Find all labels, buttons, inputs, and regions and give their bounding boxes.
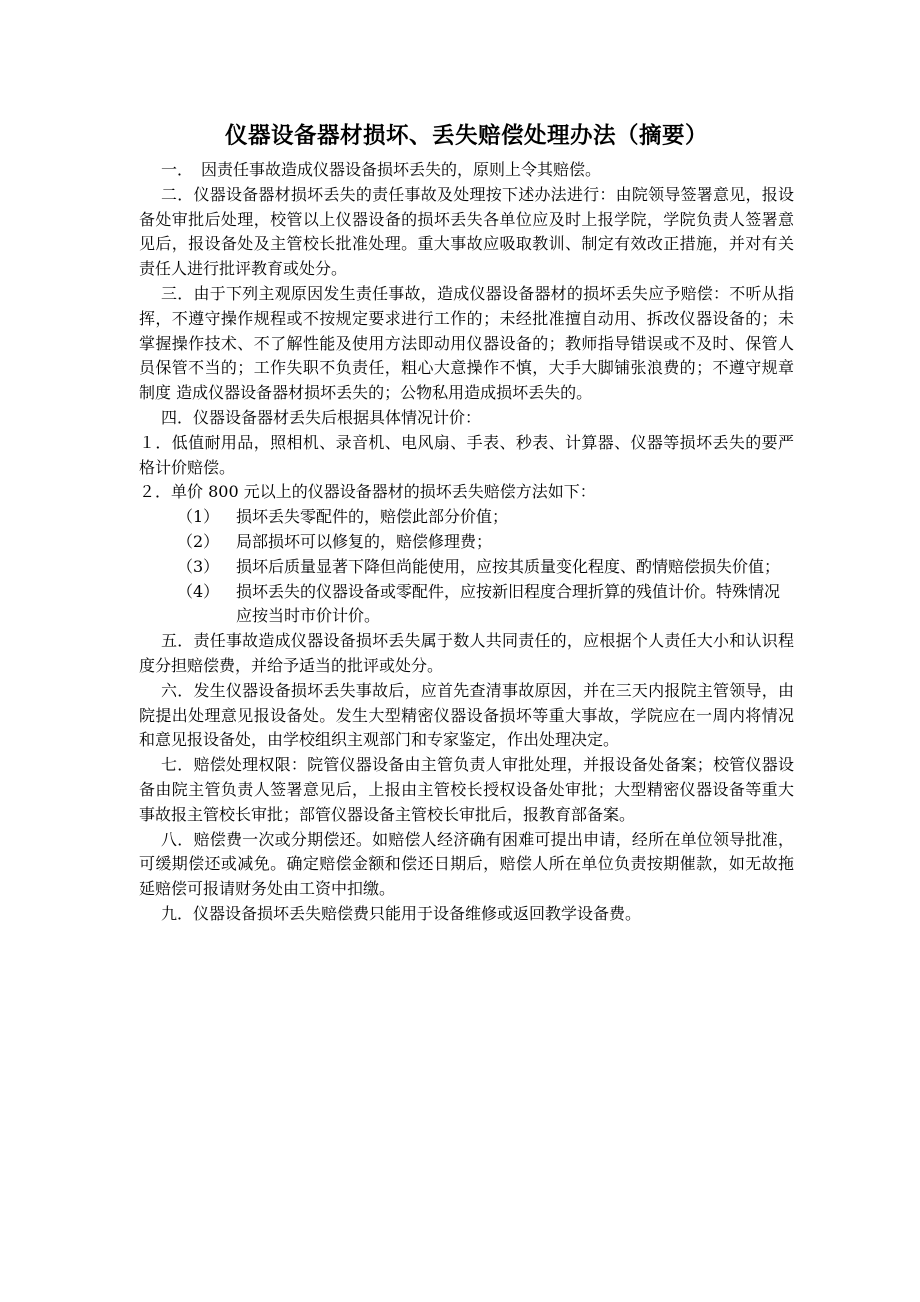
- subitem-number: （4）: [177, 581, 220, 601]
- subitem-1: [139, 505, 794, 530]
- paragraph-3: 三．由于下列主观原因发生责任事故，造成仪器设备器材的损坏丢失应予赔偿：不听从指挥，不遵守操作规程或不按规定要求进行工作的；未经批准擅自动用、拆改仪器设备的；未掌握操作技术、不了解性能及使用方法即动用仪器设备的；教师指导错误或不及时、保管人员保管不当的；工作失职不负责任，粗心大意操作不慎，大手大脚铺张浪费的；不遵守规章制度 造成仪器设备器材损坏丢失的；公物私用造成损坏丢失的。: [139, 283, 794, 403]
- subitem-text: 损坏后质量显著下降但尚能使用，应按其质量变化程度、酌情赔偿损失价值；: [236, 556, 781, 576]
- document-page: [139, 118, 794, 927]
- paragraph-8: 八．赔偿费一次或分期偿还。如赔偿人经济确有困难可提出申请，经所在单位领导批准，可缓期偿还或减免。确定赔偿金额和偿还日期后，赔偿人所在单位负责按期催款，如无故拖延赔偿可报请财务处由工资中扣缴。: [139, 829, 794, 899]
- paragraph-9: 九．仪器设备损坏丢失赔偿费只能用于设备维修或返回教学设备费。: [161, 903, 642, 923]
- subitem-text: 损坏丢失零配件的，赔偿此部分价值；: [236, 507, 509, 527]
- paragraph-6: 六．发生仪器设备损坏丢失事故后，应首先查清事故原因，并在三天内报院主管领导，由院提出处理意见报设备处。发生大型精密仪器设备损坏等重大事故，学院应在一周内将情况和意见报设备处，由学校组织主观部门和专家鉴定，作出处理决定。: [139, 680, 794, 750]
- paragraph-1: 一． 因责任事故造成仪器设备损坏丢失的，原则上令其赔偿。: [161, 160, 602, 179]
- subitem-text: 局部损坏可以修复的，赔偿修理费；: [236, 531, 493, 551]
- subitem-3: [139, 555, 794, 580]
- subitem-number: （3）: [177, 556, 220, 576]
- subitem-number: （1）: [177, 507, 220, 527]
- document-title: 仪器设备器材损坏、丢失赔偿处理办法（摘要）: [224, 123, 708, 149]
- subitem-number: （2）: [177, 531, 220, 551]
- paragraph-4: 四．仪器设备器材丢失后根据具体情况计价：: [161, 407, 482, 427]
- paragraph-7: 七．赔偿处理权限：院管仪器设备由主管负责人审批处理，并报设备处备案；校管仪器设备由院主管负责人签署意见后，上报由主管校长授权设备处审批；大型精密仪器设备等重大事故报主管校长审批；部管仪器设备主管校长审批后，报教育部备案。: [139, 755, 794, 824]
- paragraph-5: 五．责任事故造成仪器设备损坏丢失属于数人共同责任的，应根据个人责任大小和认识程度分担赔偿费，并给予适当的批评或处分。: [139, 631, 794, 675]
- subitem-2: [139, 530, 794, 555]
- paragraph-4-item-1: １．低值耐用品，照相机、录音机、电风扇、手表、秒表、计算器、仪器等损坏丢失的要严格计价赔偿。: [139, 432, 794, 477]
- subitem-4: [139, 580, 794, 630]
- paragraph-2: 二．仪器设备器材损坏丢失的责任事故及处理按下述办法进行：由院领导签署意见，报设备处审批后处理，校管以上仪器设备的损坏丢失各单位应及时上报学院，学院负责人签署意见后，报设备处及主管校长批准处理。重大事故应吸取教训、制定有效改正措施，并对有关责任人进行批评教育或处分。: [139, 184, 794, 279]
- subitem-text: 损坏丢失的仪器设备或零配件，应按新旧程度合理折算的残值计价。特殊情况应按当时市价计价。: [236, 581, 781, 626]
- paragraph-4-item-2: ２．单价 800 元以上的仪器设备器材的损坏丢失赔偿方法如下：: [139, 482, 596, 502]
